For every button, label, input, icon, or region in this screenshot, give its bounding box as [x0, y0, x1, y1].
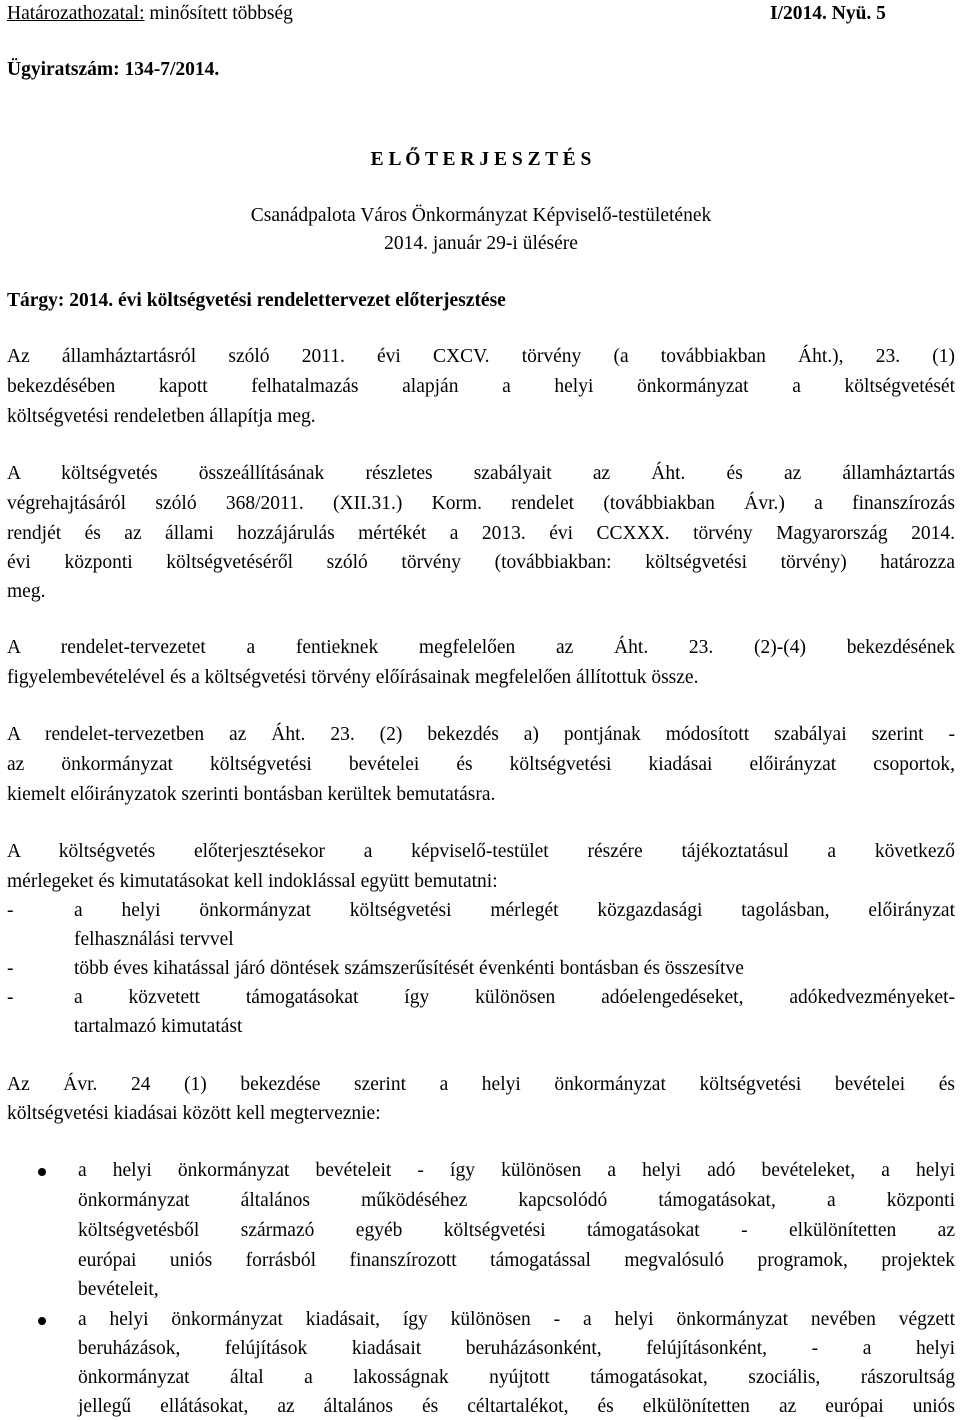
paragraph-3-line-1: A rendelet-tervezetet a fentieknek megfelelően az Áht. 23. (2)-(4) bekezdésének: [7, 637, 955, 658]
subject-line: [7, 287, 506, 314]
dash-item-1-line-2: felhasználási tervvel: [74, 929, 234, 950]
decision-line: [7, 0, 293, 27]
paragraph-2-line-5: meg.: [7, 581, 46, 602]
paragraph-3-line-2: figyelembevételével és a költségvetési törvény előírásainak megfelelően állítottuk össze.: [7, 667, 699, 688]
paragraph-1-line-1: Az államháztartásról szóló 2011. évi CXCV. törvény (a továbbiakban Áht.), 23. (1): [7, 346, 955, 367]
bullet-item-1-line-5: bevételeit,: [78, 1279, 159, 1300]
paragraph-5-line-2: mérlegeket és kimutatásokat kell indoklással együtt bemutatni:: [7, 871, 498, 892]
file-number: Ügyiratszám: 134-7/2014.: [7, 59, 220, 80]
avr-paragraph-line-2: költségvetési kiadásai között kell megterveznie:: [7, 1103, 381, 1124]
paragraph-4-line-1: A rendelet-tervezetben az Áht. 23. (2) bekezdés a) pontjának módosított szabályai szerint -: [7, 724, 955, 745]
bullet-item-2-line-1: a helyi önkormányzat kiadásait, így különösen - a helyi önkormányzat nevében végzett: [78, 1309, 955, 1330]
bullet-item-2-line-2: beruházások, felújítások kiadásait beruházásonként, felújításonként, - a helyi: [78, 1338, 955, 1359]
title-session-line: 2014. január 29-i ülésére: [384, 233, 578, 254]
dash-marker: -: [7, 987, 14, 1008]
paragraph-1-line-2: bekezdésében kapott felhatalmazás alapján a helyi önkormányzat a költségvetését: [7, 376, 955, 397]
bullet-item-1-line-1: a helyi önkormányzat bevételeit - így különösen a helyi adó bevételeket, a helyi: [78, 1160, 955, 1181]
paragraph-1-line-3: költségvetési rendeletben állapítja meg.: [7, 406, 316, 427]
paragraph-5-line-1: A költségvetés előterjesztésekor a képviselő-testület részére tájékoztatásul a következő: [7, 841, 955, 862]
paragraph-2-line-3: rendjét és az állami hozzájárulás mértékét a 2013. évi CCXXX. törvény Magyarország 2014.: [7, 523, 955, 544]
dash-marker: -: [7, 900, 14, 921]
subject-label: Tárgy:: [7, 290, 65, 311]
decision-label: Határozathozatal:: [7, 3, 145, 24]
dash-item-3-line-2: tartalmazó kimutatást: [74, 1016, 243, 1037]
bullet-icon: [38, 1168, 46, 1176]
subject-text: 2014. évi költségvetési rendelettervezet előterjesztése: [69, 290, 506, 311]
bullet-item-1-line-2: önkormányzat általános működéséhez kapcsolódó támogatásokat, a központi: [78, 1190, 955, 1211]
bullet-item-1-line-4: európai uniós forrásból finanszírozott támogatással megvalósuló programok, projektek: [78, 1250, 955, 1271]
dash-item-1-line-1: a helyi önkormányzat költségvetési mérlegét közgazdasági tagolásban, előirányzat: [74, 900, 955, 921]
paragraph-2-line-4: évi központi költségvetéséről szóló törvény (továbbiakban: költségvetési törvény) határozza: [7, 552, 955, 573]
bullet-icon: [38, 1317, 46, 1325]
document-ref: I/2014. Nyü. 5: [770, 3, 886, 24]
paragraph-4-line-2: az önkormányzat költségvetési bevételei és költségvetési kiadásai előirányzat csoportok,: [7, 754, 955, 775]
avr-paragraph-line-1: Az Ávr. 24 (1) bekezdése szerint a helyi önkormányzat költségvetési bevételei és: [7, 1074, 955, 1095]
bullet-item-2-line-3: önkormányzat által a lakosságnak nyújtott támogatásokat, szociális, rászorultság: [78, 1367, 955, 1388]
title-body-line: Csanádpalota Város Önkormányzat Képviselő-testületének: [250, 205, 712, 226]
dash-marker: -: [7, 958, 14, 979]
decision-value: minősített többség: [149, 3, 293, 24]
document-title: E L Ő T E R J E S Z T É S: [370, 149, 592, 170]
bullet-item-1-line-3: költségvetésből származó egyéb költségvetési támogatásokat - elkülönítetten az: [78, 1220, 955, 1241]
bullet-item-2-line-4: jellegű ellátásokat, az általános és céltartalékot, és elkülönítetten az európai uniós: [78, 1396, 955, 1417]
paragraph-4-line-3: kiemelt előirányzatok szerinti bontásban kerültek bemutatásra.: [7, 784, 496, 805]
paragraph-2-line-2: végrehajtásáról szóló 368/2011. (XII.31.) Korm. rendelet (továbbiakban Ávr.) a finanszírozás: [7, 493, 955, 514]
dash-item-2-line-1: több éves kihatással járó döntések számszerűsítését évenkénti bontásban és összesítve: [74, 958, 744, 979]
paragraph-2-line-1: A költségvetés összeállításának részletes szabályait az Áht. és az államháztartás: [7, 463, 955, 484]
dash-item-3-line-1: a közvetett támogatásokat így különösen adóelengedéseket, adókedvezményeket-: [74, 987, 955, 1008]
